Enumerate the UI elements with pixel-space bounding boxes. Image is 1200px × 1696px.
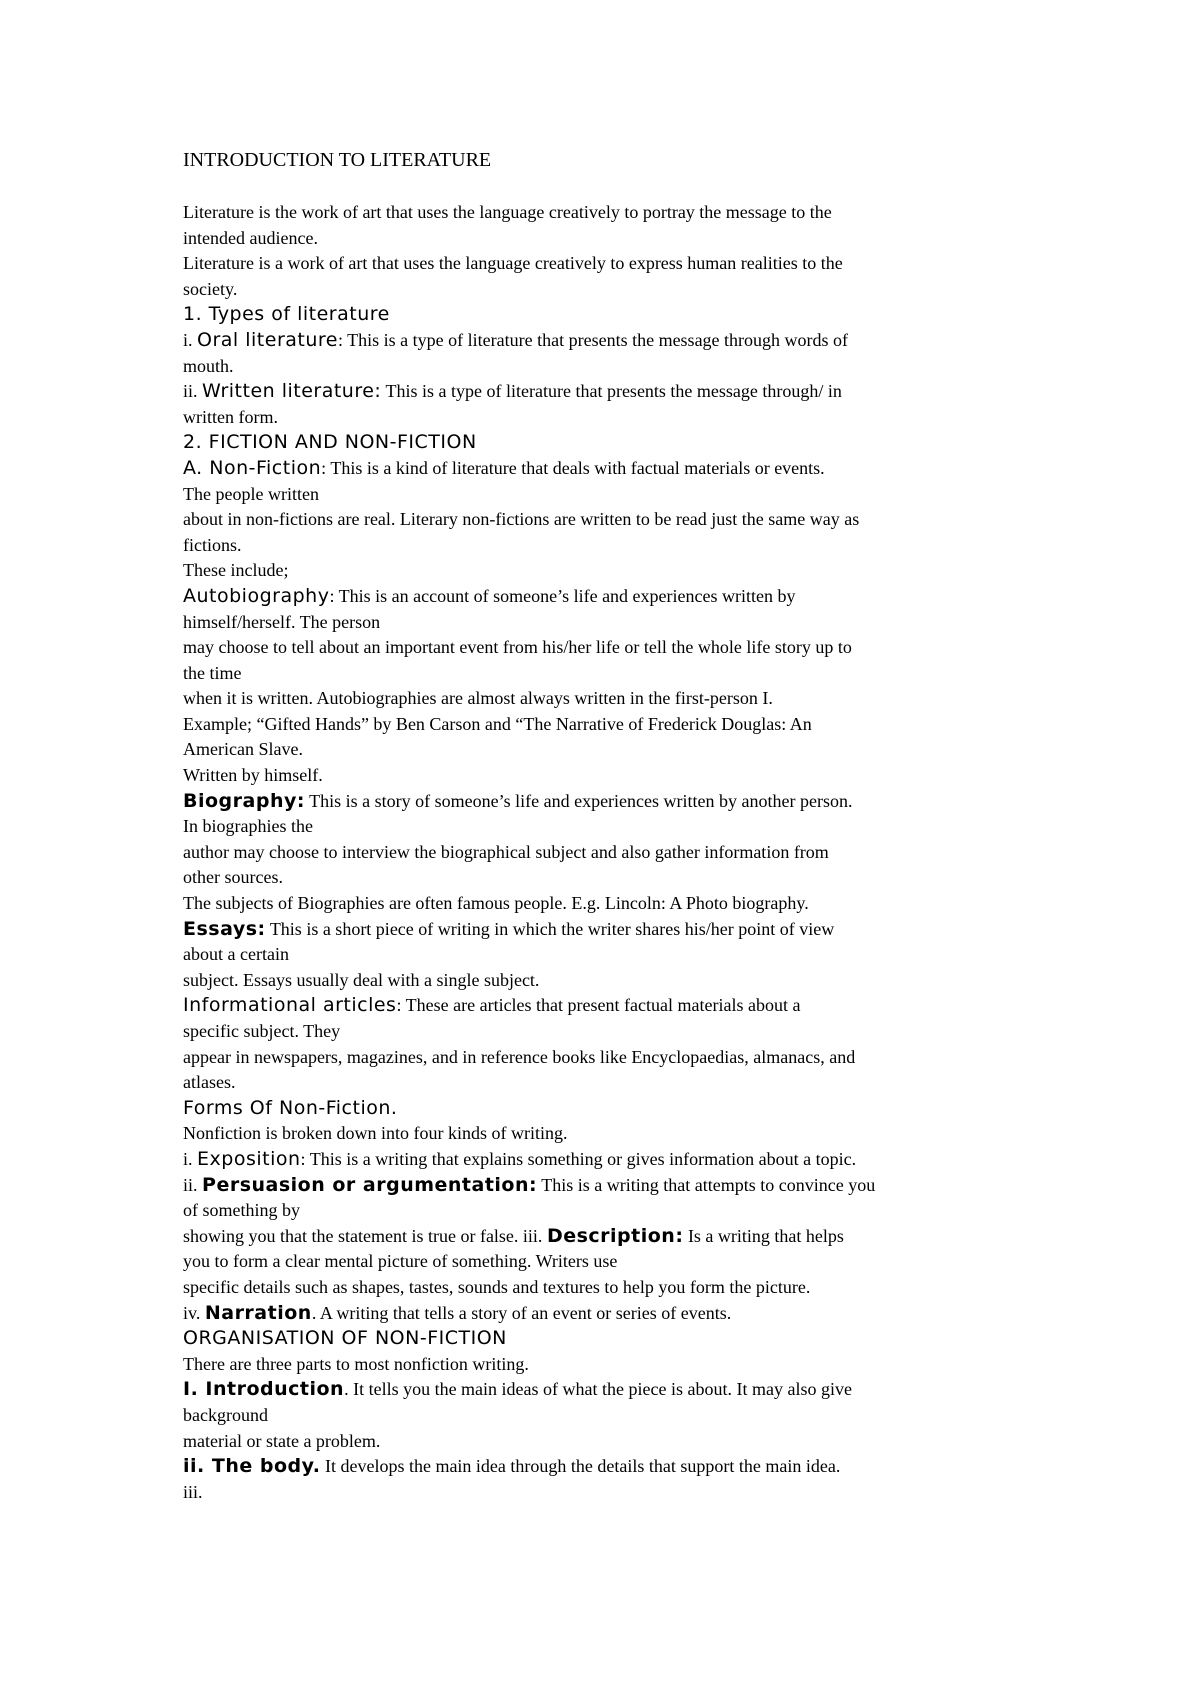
paragraph-line: about a certain (183, 944, 289, 965)
paragraph-text: This is a writing that attempts to convince you (537, 1174, 876, 1195)
paragraph-line: There are three parts to most nonfiction writing. (183, 1353, 529, 1374)
paragraph-line: author may choose to interview the biographical subject and also gather information from (183, 841, 829, 862)
paragraph-text: This is a type of literature that presents the message through/ in (381, 381, 842, 402)
paragraph-text: It develops the main idea through the details that support the main idea. (320, 1456, 841, 1477)
paragraph-line: Written by himself. (183, 765, 323, 786)
term-introduction: I. Introduction (183, 1378, 345, 1401)
term-autobiography: Autobiography (183, 584, 330, 607)
paragraph-line: These include; (183, 560, 289, 581)
paragraph-line: In biographies the (183, 816, 313, 837)
paragraph-text: : This is a kind of literature that deals with factual materials or events. (321, 457, 825, 478)
paragraph-line: himself/herself. The person (183, 611, 381, 632)
paragraph-text: . A writing that tells a story of an event or series of events. (311, 1302, 732, 1323)
document-page (183, 148, 1043, 1505)
paragraph-text: . It tells you the main ideas of what the piece is about. It may also give (344, 1379, 852, 1400)
paragraph-text: showing you that the statement is true or false. iii. (183, 1225, 547, 1246)
paragraph-line: you to form a clear mental picture of something. Writers use (183, 1251, 618, 1272)
term-biography: Biography: (183, 789, 305, 812)
term-the-body: ii. The body. (183, 1455, 321, 1478)
paragraph-text: Is a writing that helps (683, 1225, 844, 1246)
paragraph-line: appear in newspapers, magazines, and in reference books like Encyclopaedias, almanacs, and (183, 1046, 856, 1067)
paragraph-text: : This is an account of someone’s life and experiences written by (329, 585, 796, 606)
term-essays: Essays: (183, 917, 266, 940)
paragraph-text: This is a story of someone’s life and experiences written by another person. (304, 790, 853, 811)
oral-literature-line (183, 328, 1043, 354)
paragraph-line: fictions. (183, 534, 242, 555)
document-title: INTRODUCTION TO LITERATURE (183, 149, 492, 171)
paragraph-line: subject. Essays usually deal with a single subject. (183, 969, 540, 990)
paragraph-line: Nonfiction is broken down into four kinds of writing. (183, 1123, 568, 1144)
paragraph-line: of something by (183, 1200, 300, 1221)
biography-line (183, 789, 1043, 815)
paragraph-line: material or state a problem. (183, 1430, 381, 1451)
paragraph-line: The subjects of Biographies are often famous people. E.g. Lincoln: A Photo biography. (183, 893, 809, 914)
informational-articles-line (183, 993, 1043, 1019)
essays-line (183, 917, 1043, 943)
term-oral-literature: Oral literature (197, 328, 338, 351)
paragraph-line: may choose to tell about an important event from his/her life or tell the whole life story up to (183, 637, 852, 658)
exposition-line (183, 1147, 1043, 1173)
term-non-fiction: A. Non-Fiction (183, 456, 322, 479)
section-heading-types: 1. Types of literature (183, 303, 390, 326)
paragraph-text: : These are articles that present factual materials about a (396, 995, 801, 1016)
term-description: Description: (546, 1224, 684, 1247)
introduction-line (183, 1377, 1043, 1403)
definition-line: intended audience. (183, 227, 318, 248)
section-heading-fiction: 2. FICTION AND NON-FICTION (183, 431, 477, 454)
list-marker: i. (183, 1148, 198, 1169)
autobiography-line (183, 584, 1043, 610)
paragraph-line: specific details such as shapes, tastes, sounds and textures to help you form the picture. (183, 1276, 811, 1297)
section-heading-forms: Forms Of Non-Fiction. (183, 1096, 398, 1119)
paragraph-line: atlases. (183, 1072, 236, 1093)
paragraph-line: the time (183, 662, 242, 683)
persuasion-line (183, 1173, 1043, 1199)
section-heading-organisation: ORGANISATION OF NON-FICTION (183, 1327, 507, 1350)
term-exposition: Exposition (197, 1147, 301, 1170)
paragraph-text: : This is a type of literature that presents the message through words of (337, 329, 849, 350)
list-marker: i. (183, 329, 198, 350)
written-literature-line (183, 379, 1043, 405)
paragraph-line: written form. (183, 406, 278, 427)
definition-line: Literature is a work of art that uses the language creatively to express human realities to the (183, 253, 843, 274)
paragraph-line: background (183, 1404, 268, 1425)
paragraph-line: other sources. (183, 867, 283, 888)
definition-line: Literature is the work of art that uses the language creatively to portray the message to the (183, 202, 832, 222)
paragraph-text: This is a short piece of writing in which the writer shares his/her point of view (265, 918, 835, 939)
term-persuasion: Persuasion or argumentation: (202, 1173, 538, 1196)
narration-line (183, 1301, 1043, 1327)
body-line (183, 1454, 1043, 1480)
non-fiction-line (183, 456, 1043, 482)
paragraph-line: mouth. (183, 355, 234, 376)
list-marker: ii. (183, 381, 203, 402)
list-marker: ii. (183, 1174, 203, 1195)
paragraph-line: iii. (183, 1481, 203, 1502)
paragraph-line: when it is written. Autobiographies are almost always written in the first-person I. (183, 688, 773, 709)
paragraph-line: about in non-fictions are real. Literary non-fictions are written to be read just the same way as (183, 509, 860, 530)
paragraph-text: : This is a writing that explains something or gives information about a topic. (300, 1148, 857, 1169)
paragraph-line: The people written (183, 483, 319, 504)
term-written-literature: Written literature: (202, 380, 382, 403)
paragraph-line: specific subject. They (183, 1021, 341, 1041)
definition-line: society. (183, 278, 238, 299)
description-line (183, 1224, 1043, 1250)
term-informational-articles: Informational articles (183, 994, 397, 1017)
paragraph-line: American Slave. (183, 739, 303, 760)
paragraph-line: Example; “Gifted Hands” by Ben Carson and “The Narrative of Frederick Douglas: An (183, 713, 812, 734)
term-narration: Narration (204, 1301, 312, 1324)
list-marker: iv. (183, 1302, 205, 1323)
